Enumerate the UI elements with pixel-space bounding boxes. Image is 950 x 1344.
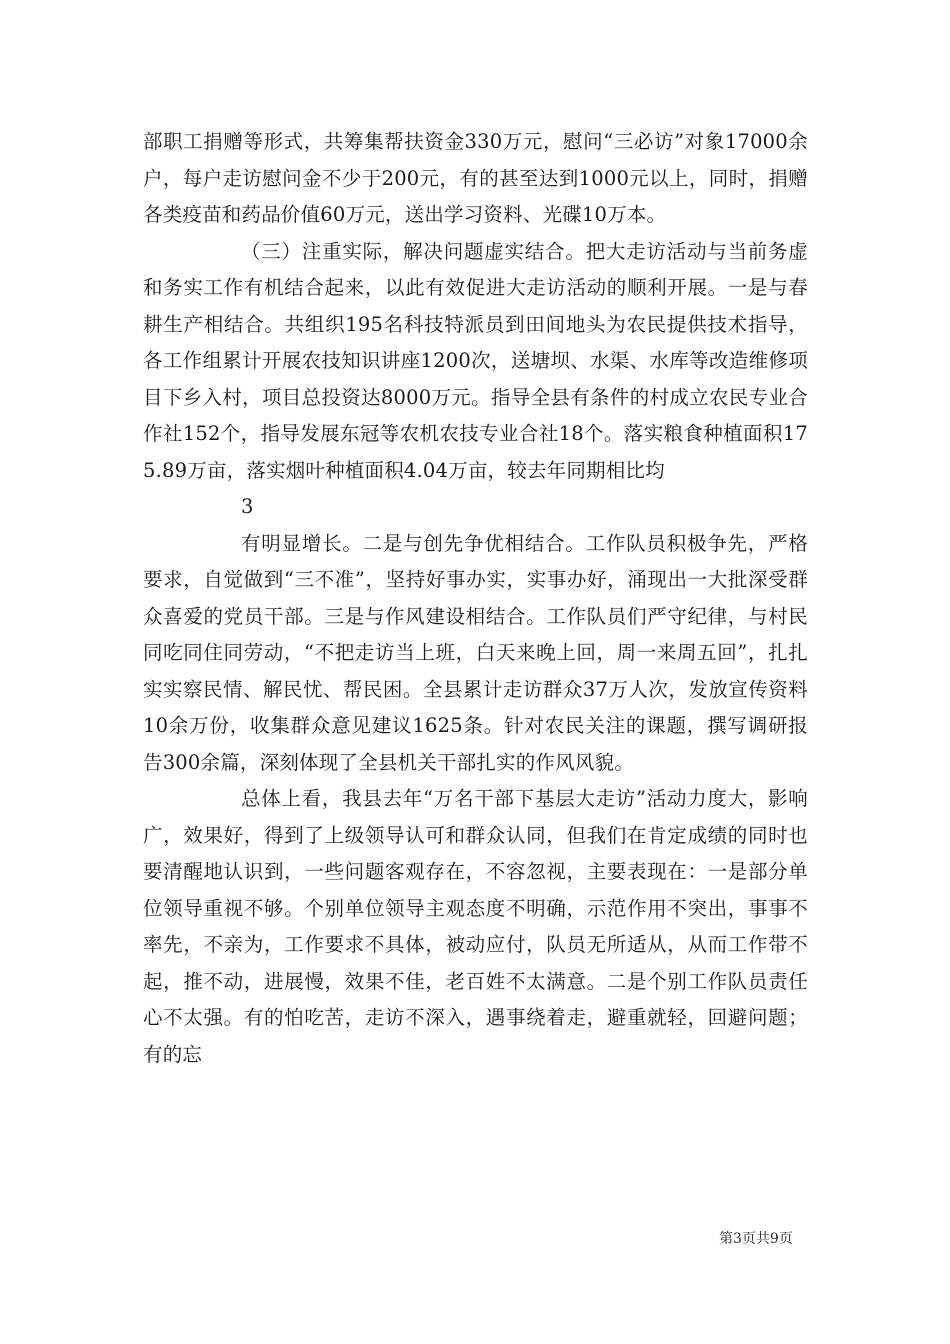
paragraph-continuation: 部职工捐赠等形式，共筹集帮扶资金330万元，慰问“三必访”对象17000余户，每户走访慰问金不少于200元，有的甚至达到1000元以上，同时，捐赠各类疫苗和药品价值60万元，送出学习资料、光碟10万本。 [143, 130, 808, 226]
document-body [143, 124, 808, 1073]
paragraph-results: 有明显增长。二是与创先争优相结合。工作队员积极争先，严格要求，自觉做到“三不准”，坚持好事办实，实事办好，涌现出一大批深受群众喜爱的党员干部。三是与作风建设相结合。工作队员们严守纪律，与村民同吃同住同劳动，“不把走访当上班，白天来晚上回，周一来周五回”，扎扎实实察民情、解民忧、帮民困。全县累计走访群众37万人次，发放宣传资料10余万份，收集群众意见建议1625条。针对农民关注的课题，撰写调研报告300余篇，深刻体现了全县机关干部扎实的作风风貌。 [143, 531, 808, 774]
paragraph-summary: 总体上看，我县去年“万名干部下基层大走访”活动力度大，影响广，效果好，得到了上级领导认可和群众认同，但我们在肯定成绩的同时也要清醒地认识到，一些问题客观存在，不容忽视，主要表现在：一是部分单位领导重视不够。个别单位领导主观态度不明确，示范作用不突出，事事不率先，不亲为，工作要求不具体，被动应付，队员无所适从，从而工作带不起，推不动，进展慢，效果不佳，老百姓不太满意。二是个别工作队员责任心不太强。有的怕吃苦，走访不深入，遇事绕着走，避重就轻，回避问题；有的忘 [143, 787, 808, 1066]
page-footer: 第3页共9页 [719, 1231, 793, 1247]
inline-page-number: 3 [241, 495, 254, 518]
paragraph-section-three: （三）注重实际，解决问题虚实结合。把大走访活动与当前务虚和务实工作有机结合起来，以此有效促进大走访活动的顺利开展。一是与春耕生产相结合。共组织195名科技特派员到田间地头为农民提供技术指导，各工作组累计开展农技知识讲座1200次，送塘坝、水渠、水库等改造维修项目下乡入村，项目总投资达8000万元。指导全县有条件的村成立农民专业合作社152个，指导发展东冠等农机农技专业合社18个。落实粮食种植面积175.89万亩，落实烟叶种植面积4.04万亩，较去年同期相比均 [143, 239, 808, 482]
